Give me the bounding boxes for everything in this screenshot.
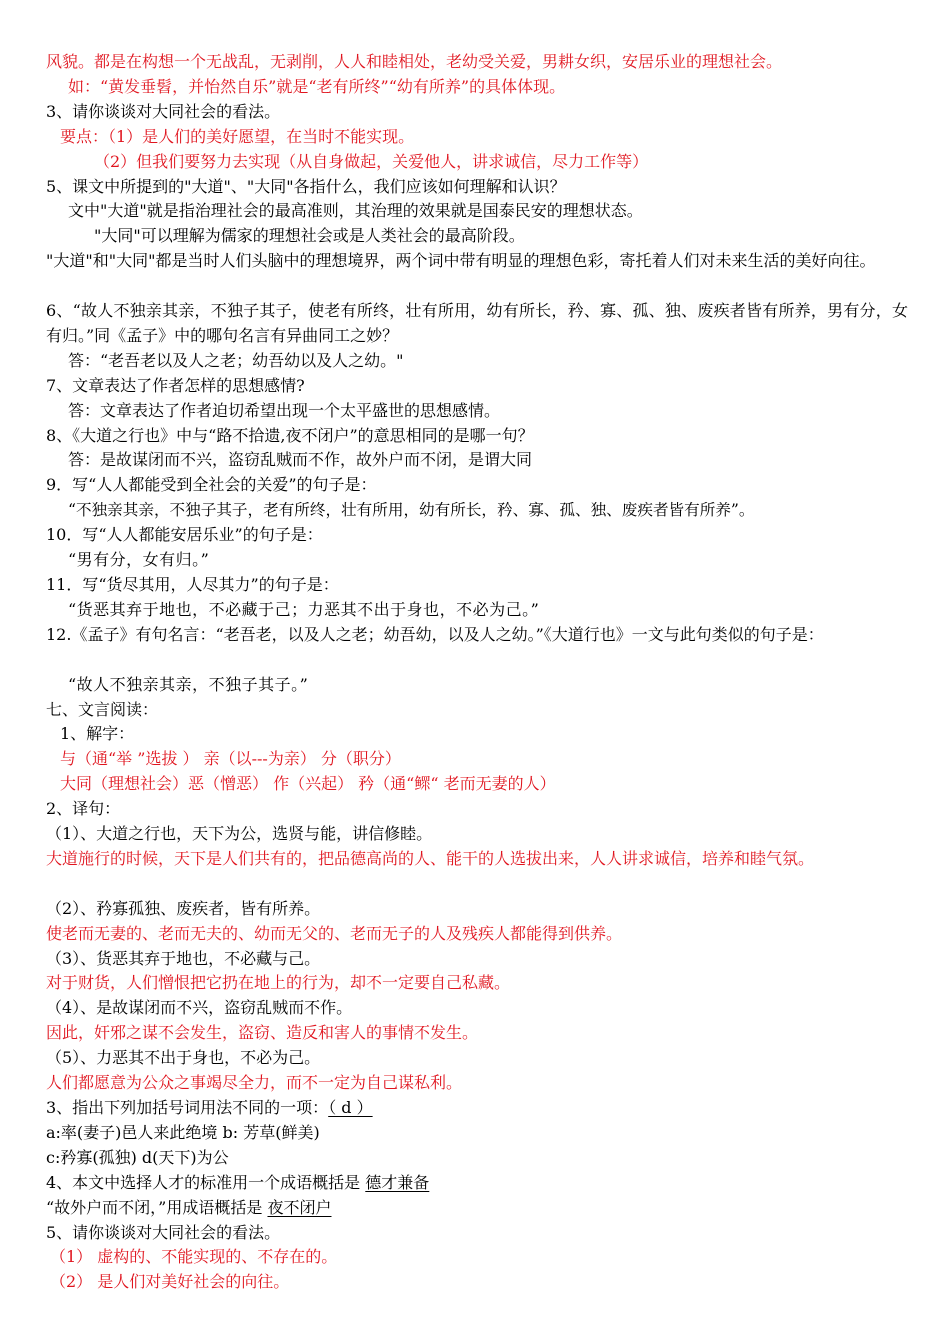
question-5: 5、课文中所提到的"大道"、"大同"各指什么，我们应该如何理解和认识？ xyxy=(46,176,566,196)
option-line: a:率(妻子)邑人来此绝境 b: 芳草(鲜美) xyxy=(46,1122,320,1142)
section-heading: 七、文言阅读： xyxy=(46,699,159,719)
translation-3: 对于财货，人们憎恨把它扔在地上的行为，却不一定要自己私藏。 xyxy=(46,973,511,993)
question-6: 6、“故人不独亲其亲，不独子其子，使老有所终，壮有所用，幼有所长，矜、寡、孤、独、废疾者皆有所养，男有分，女有归。”同《孟子》中的哪句名言有异曲同工之妙？ xyxy=(46,301,908,345)
question-7: 7、文章表达了作者怎样的思想感情? xyxy=(46,375,305,395)
sentence-2: （2）、矜寡孤独、废疾者，皆有所养。 xyxy=(46,898,321,918)
sentence-1: （1）、大道之行也，天下为公，选贤与能，讲信修睦。 xyxy=(46,824,433,844)
question-12: 12.《孟子》有句名言：“老吾老，以及人之老；幼吾幼，以及人之幼。”《大道行也》一文与此句类似的句子是： xyxy=(46,624,824,644)
question-3: 3、请你谈谈对大同社会的看法。 xyxy=(46,101,281,121)
question-8: 8、《大道之行也》中与“路不拾遗,夜不闭户”的意思相同的是哪一句？ xyxy=(46,425,534,445)
answer-blank: 德才兼备 xyxy=(365,1172,430,1192)
question-5b: 5、请你谈谈对大同社会的看法。 xyxy=(46,1222,281,1242)
sentence-4: （4）、是故谋闭而不兴，盗窃乱贼而不作。 xyxy=(46,998,353,1018)
sub-heading: 1、解字： xyxy=(60,724,135,744)
text-paragraph: "大道"和"大同"都是当时人们头脑中的理想境界，两个词中带有明显的理想色彩，寄托着人们对未来生活的美好向往。 xyxy=(46,251,876,271)
answer-11: “货恶其弃于地也，不必藏于己；力恶其不出于身也，不必为己。” xyxy=(68,599,540,619)
translation-2: 使老而无妻的、老而无夫的、幼而无父的、老而无子的人及残疾人都能得到供养。 xyxy=(46,923,623,943)
text-line: 如：“黄发垂髫，并怡然自乐”就是“老有所终”“幼有所养”的具体体现。 xyxy=(68,76,566,96)
sub-heading: 2、译句： xyxy=(46,799,121,819)
answer-point-2: （2） 是人们对美好社会的向往。 xyxy=(50,1272,290,1292)
question-10: 10．写“人人都能安居乐业”的句子是： xyxy=(46,525,323,545)
option-line: c:矜寡(孤独) d(天下)为公 xyxy=(46,1147,229,1167)
answer-point-1: 要点：（1）是人们的美好愿望，在当时不能实现。 xyxy=(60,126,415,146)
question-text: “故外户而不闭，”用成语概括是 xyxy=(46,1197,263,1217)
sentence-5: （5）、力恶其不出于身也，不必为己。 xyxy=(46,1048,321,1068)
word-explanations: 与（通“举 ”选拔 ） 亲（以---为亲） 分（职分） xyxy=(60,749,401,769)
answer-7: 答：文章表达了作者迫切希望出现一个太平盛世的思想感情。 xyxy=(68,400,501,420)
answer-9: “不独亲其亲，不独子其子，老有所终，壮有所用，幼有所长，矜、寡、孤、独、废疾者皆有所养”。 xyxy=(68,501,755,520)
text-line: "大同"可以理解为儒家的理想社会或是人类社会的最高阶段。 xyxy=(94,226,525,246)
translation-5: 人们都愿意为公众之事竭尽全力，而不一定为自己谋私利。 xyxy=(46,1073,463,1093)
answer-6: 答：“老吾老以及人之老；幼吾幼以及人之幼。" xyxy=(68,350,404,370)
question-text: 3、指出下列加括号词用法不同的一项： xyxy=(46,1098,329,1117)
answer-blank: 夜不闭户 xyxy=(267,1197,332,1217)
word-explanations: 大同（理想社会）恶（憎恶） 作（兴起） 矜（通“鳏“ 老而无妻的人） xyxy=(60,774,556,794)
sentence-3: （3）、货恶其弃于地也，不必藏与己。 xyxy=(46,948,321,968)
text-line: 风貌。都是在构想一个无战乱，无剥削，人人和睦相处，老幼受关爱，男耕女织，安居乐业的理想社会。 xyxy=(46,52,783,71)
question-9: 9．写“人人都能受到全社会的关爱”的句子是： xyxy=(46,475,377,495)
answer-12: “故人不独亲其亲，不独子其子。” xyxy=(68,674,309,694)
answer-point-2: （2）但我们要努力去实现（从自身做起，关爱他人，讲求诚信，尽力工作等） xyxy=(94,151,649,171)
question-11: 11．写“货尽其用，人尽其力”的句子是： xyxy=(46,575,339,594)
answer-point-1: （1） 虚构的、不能实现的、不存在的。 xyxy=(50,1247,338,1267)
question-text: 4、本文中选择人才的标准用一个成语概括是 xyxy=(46,1172,361,1192)
answer-10: “男有分，女有归。” xyxy=(68,550,210,570)
translation-1: 大道施行的时候，天下是人们共有的，把品德高尚的人、能干的人选拔出来，人人讲求诚信，培养和睦气氛。 xyxy=(46,848,815,868)
document-page xyxy=(46,50,908,1295)
question-3b xyxy=(46,1096,908,1121)
answer-8: 答：是故谋闭而不兴，盗窃乱贼而不作，故外户而不闭，是谓大同 xyxy=(68,450,533,470)
answer-blank: （ d ） xyxy=(328,1098,373,1117)
question-4b xyxy=(46,1171,908,1196)
text-line: 文中"大道"就是指治理社会的最高准则，其治理的效果就是国泰民安的理想状态。 xyxy=(68,201,643,221)
question-4c xyxy=(46,1196,908,1221)
translation-4: 因此，奸邪之谋不会发生，盗窃、造反和害人的事情不发生。 xyxy=(46,1023,479,1043)
